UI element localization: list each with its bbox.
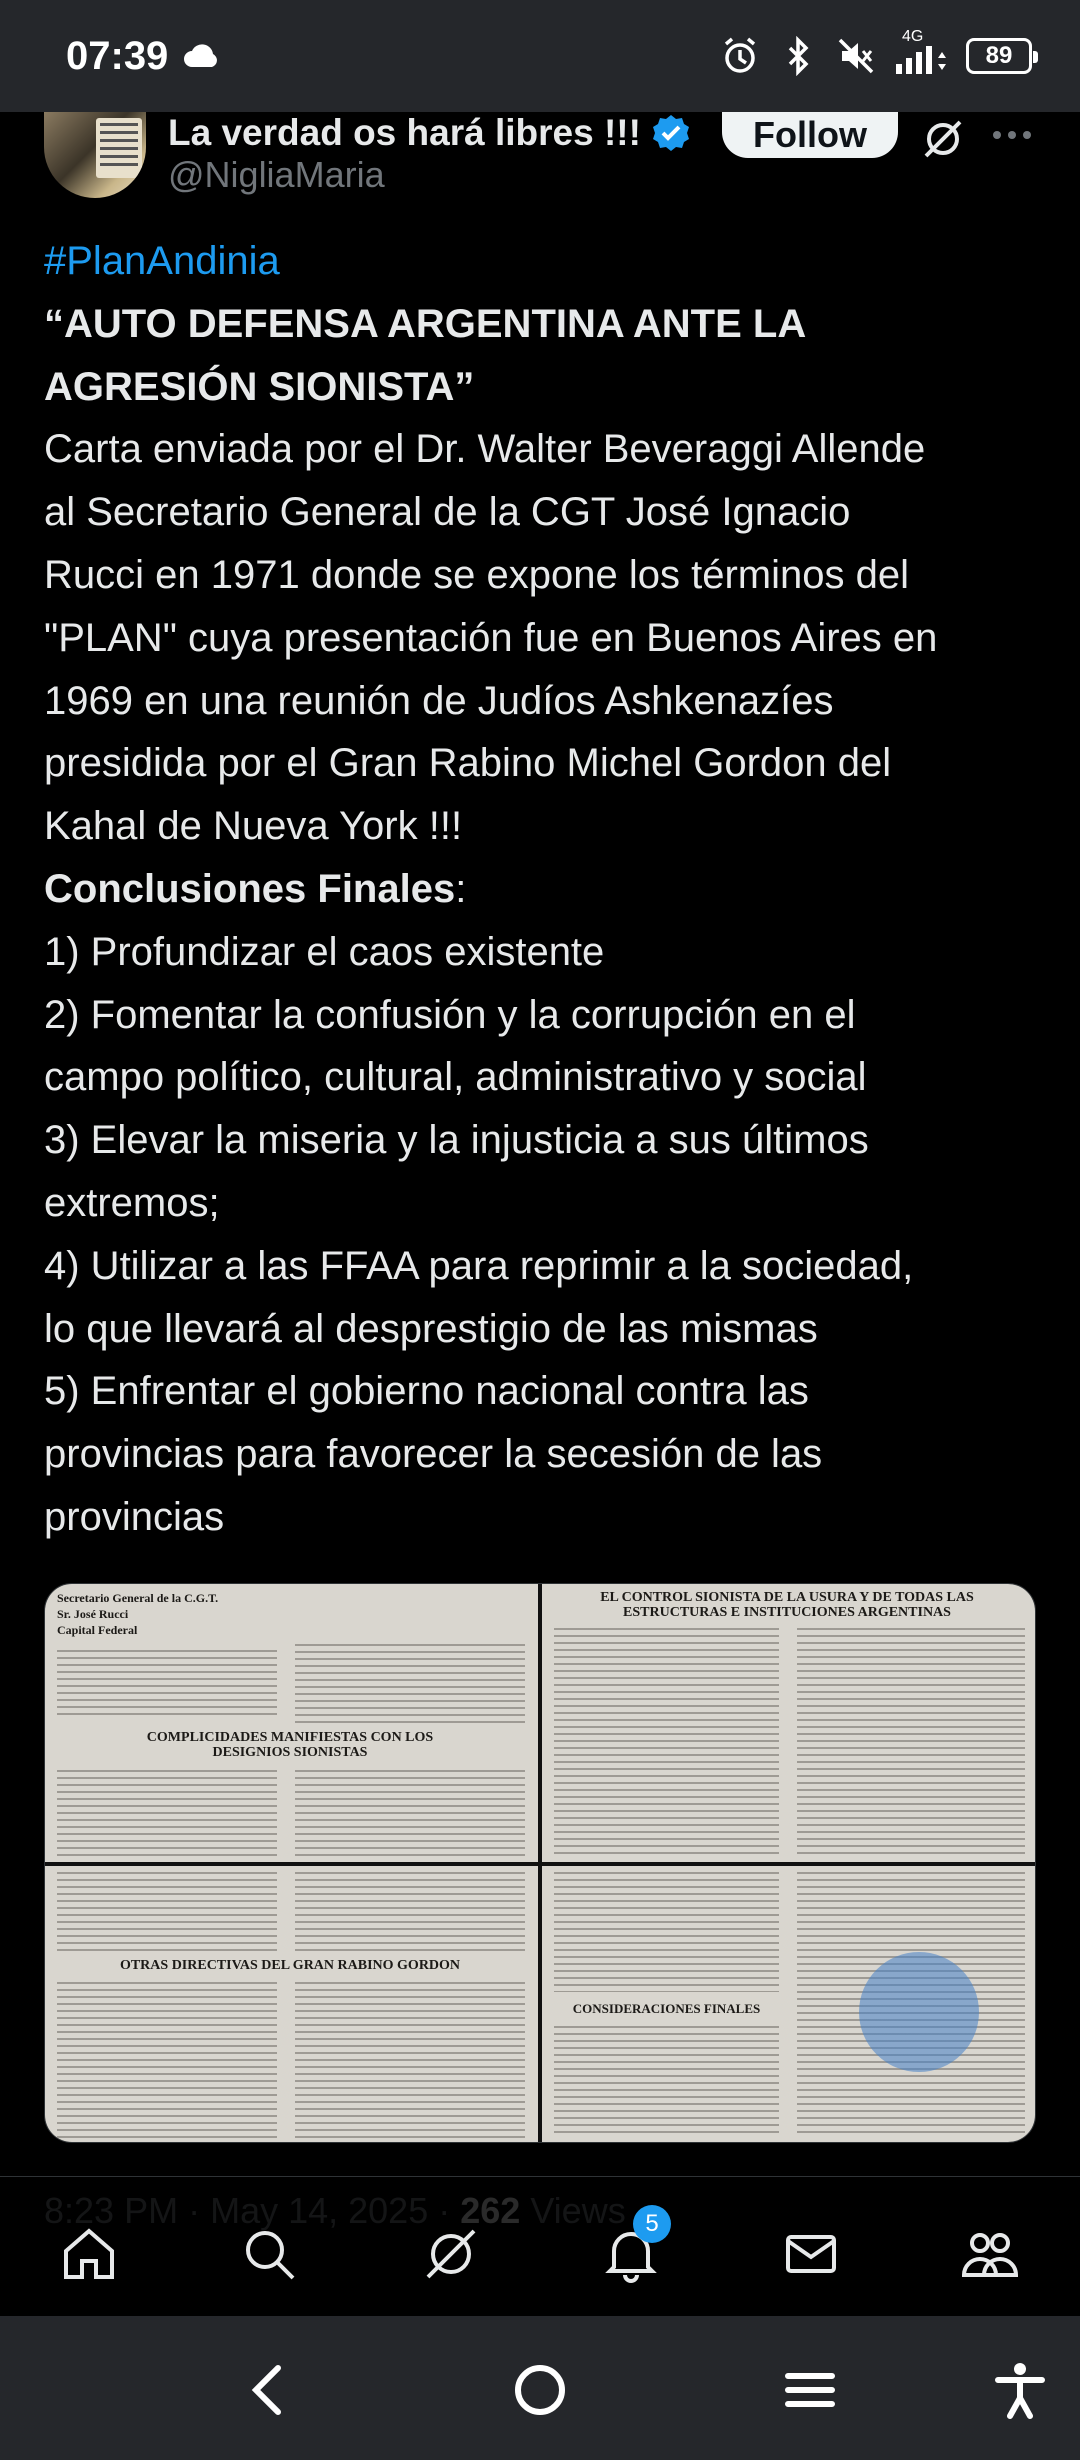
tweet-body-line: presidida por el Gran Rabino Michel Gordon del — [44, 741, 892, 786]
verified-badge-icon — [651, 113, 691, 153]
accessibility-icon[interactable] — [990, 2360, 1050, 2420]
back-icon[interactable] — [240, 2360, 300, 2420]
tweet-image-2[interactable] — [542, 1584, 1036, 1862]
cloud-icon — [182, 43, 222, 69]
tweet-header — [0, 112, 1080, 222]
search-icon[interactable] — [238, 2223, 300, 2285]
letter-header-2: Sr. José Rucci — [57, 1607, 129, 1621]
conclusions-colon: : — [455, 866, 467, 911]
bluetooth-icon — [778, 36, 818, 76]
communities-icon[interactable] — [958, 2223, 1020, 2285]
tweet-body-line: al Secretario General de la CGT José Ignacio — [44, 490, 851, 535]
conclusion-line: provincias — [44, 1494, 225, 1539]
tweet-text — [44, 230, 1044, 1549]
mute-icon — [836, 36, 876, 76]
author-handle[interactable]: @NigliaMaria — [168, 154, 385, 195]
author-display-name[interactable]: La verdad os hará libres !!! — [168, 112, 641, 153]
conclusion-line: lo que llevará al desprestigio de las mismas — [44, 1306, 818, 1351]
letter-header-3: Capital Federal — [57, 1623, 138, 1637]
signal-indicator — [894, 28, 948, 76]
home-icon[interactable] — [58, 2223, 120, 2285]
image-2-headline: EL CONTROL SIONISTA DE LA USURA Y DE TODAS LAS ESTRUCTURAS E INSTITUCIONES ARGENTINAS — [600, 1590, 974, 1621]
conclusion-line: 5) Enfrentar el gobierno nacional contra las — [44, 1369, 809, 1414]
tweet-image-grid — [44, 1583, 1036, 2143]
conclusion-line: 4) Utilizar a las FFAA para reprimir a la sociedad, — [44, 1243, 914, 1288]
avatar[interactable] — [44, 112, 146, 198]
conclusion-line: 2) Fomentar la confusión y la corrupción en el — [44, 992, 856, 1037]
notification-badge: 5 — [633, 2205, 671, 2243]
conclusion-line: provincias para favorecer la secesión de las — [44, 1432, 823, 1477]
image-1-headline: COMPLICIDADES MANIFIESTAS CON LOS DESIGNIOS SIONISTAS — [146, 1730, 434, 1761]
tweet-body-line: Kahal de Nueva York !!! — [44, 804, 463, 849]
tweet-body-line: 1969 en una reunión de Judíos Ashkenazíes — [44, 678, 834, 723]
battery-level: 89 — [985, 42, 1013, 69]
conclusions-heading: Conclusiones Finales — [44, 866, 456, 911]
tweet-image-3[interactable] — [45, 1866, 538, 2143]
tweet-title-line-2: AGRESIÓN SIONISTA” — [44, 364, 475, 409]
floating-action-icon[interactable] — [859, 1952, 979, 2072]
hashtag-link[interactable]: #PlanAndinia — [44, 239, 280, 283]
messages-icon[interactable] — [780, 2223, 842, 2285]
conclusions-heading-row — [44, 858, 1044, 921]
author-name-row[interactable] — [168, 112, 691, 154]
bottom-navigation — [0, 2176, 1080, 2316]
system-navigation-bar — [0, 2316, 1080, 2460]
grok-nav-icon[interactable] — [420, 2223, 482, 2285]
tweet-title-line-1: “AUTO DEFENSA ARGENTINA ANTE LA — [44, 301, 807, 346]
more-options-icon[interactable] — [990, 120, 1034, 150]
conclusion-line: 3) Elevar la miseria y la injusticia a sus últimos — [44, 1118, 869, 1163]
conclusion-line: 1) Profundizar el caos existente — [44, 929, 605, 974]
letter-header-1: Secretario General de la C.G.T. — [57, 1591, 219, 1605]
network-label: 4G — [902, 28, 924, 45]
tweet-body-line: "PLAN" cuya presentación fue en Buenos Aires en — [44, 615, 938, 660]
alarm-icon — [720, 36, 760, 76]
battery-icon — [966, 38, 1032, 74]
home-circle-icon[interactable] — [510, 2360, 570, 2420]
menu-icon[interactable] — [780, 2360, 840, 2420]
image-3-headline: OTRAS DIRECTIVAS DEL GRAN RABINO GORDON — [119, 1958, 461, 1973]
status-bar — [0, 0, 1080, 112]
grok-icon[interactable] — [920, 116, 966, 162]
conclusion-line: extremos; — [44, 1180, 220, 1225]
tweet-image-1[interactable] — [45, 1584, 538, 1862]
conclusion-line: campo político, cultural, administrativo y social — [44, 1055, 867, 1100]
follow-button[interactable]: Follow — [722, 112, 898, 158]
image-4-headline: CONSIDERACIONES FINALES — [572, 2001, 761, 2016]
status-time: 07:39 — [66, 33, 169, 78]
tweet-body-line: Carta enviada por el Dr. Walter Beveraggi Allende — [44, 427, 926, 472]
tweet-body-line: Rucci en 1971 donde se expone los términos del — [44, 552, 909, 597]
